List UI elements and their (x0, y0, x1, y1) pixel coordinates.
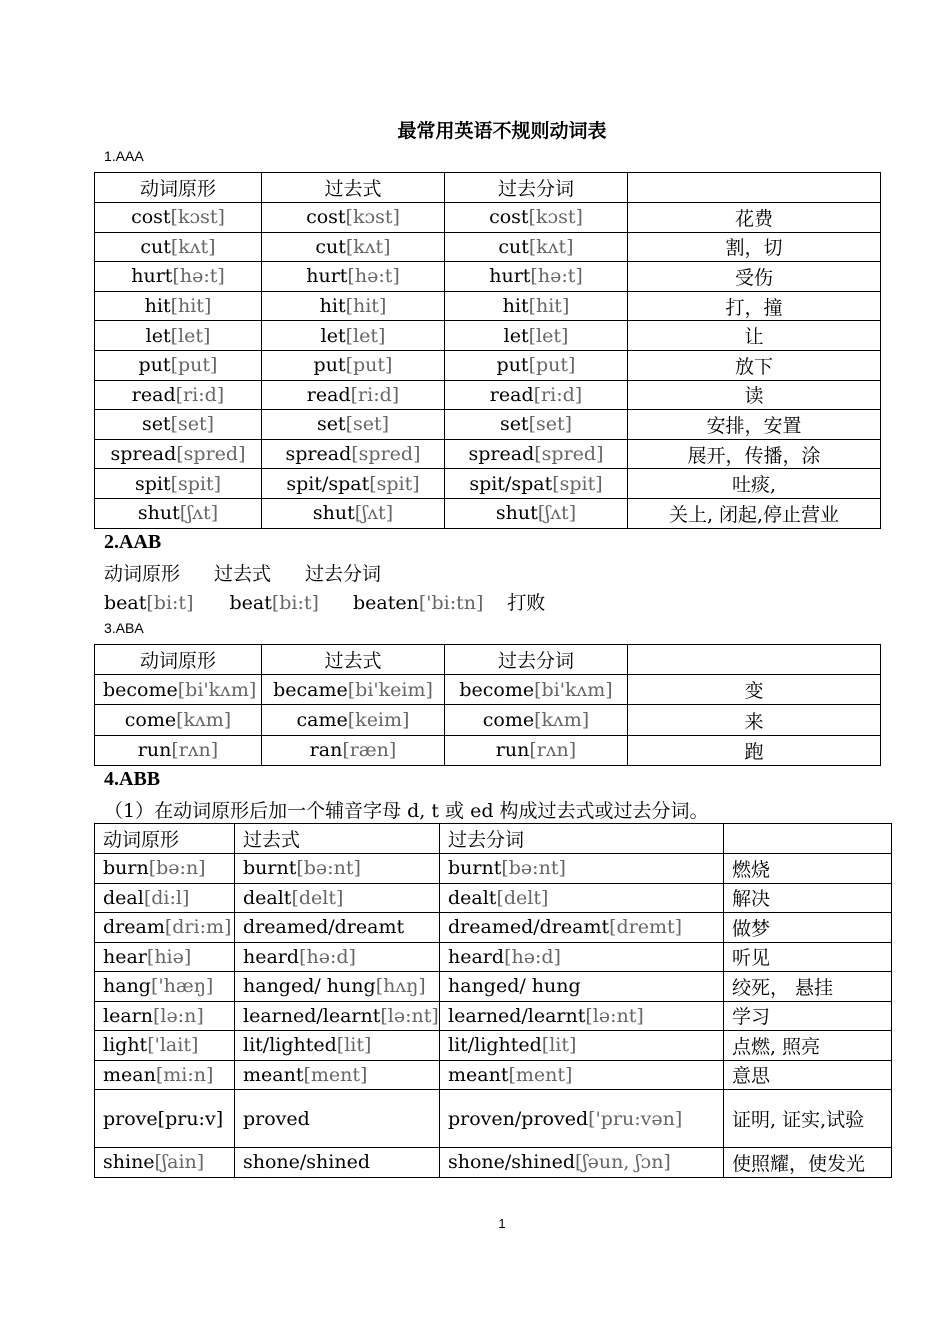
verb-cell (445, 203, 628, 233)
verb-word: cost (489, 206, 529, 229)
table-row (95, 498, 881, 528)
verb-cell (95, 321, 262, 351)
verb-cell (262, 262, 445, 292)
verb-cell (95, 203, 262, 233)
verb-cell (95, 410, 262, 440)
phonetic: [kʌm] (534, 709, 590, 732)
verb-word: burn (103, 857, 149, 880)
phonetic: [hə:t] (530, 265, 583, 288)
verb-word: spit (134, 472, 171, 495)
phonetic: [hʌŋ] (375, 975, 426, 998)
aab-header-pp: 过去分词 (305, 563, 382, 585)
table-row (95, 942, 892, 972)
verb-cell (235, 1060, 440, 1090)
phonetic: [put] (345, 354, 393, 377)
verb-cell (95, 1031, 235, 1061)
phonetic: [bə:nt] (501, 857, 566, 880)
verb-cell (262, 232, 445, 262)
meaning-cell: 打，撞 (628, 291, 881, 321)
aab-meaning: 打败 (507, 592, 546, 614)
phonetic: [ʃəun, ʃɔn] (575, 1151, 671, 1174)
table-row (95, 380, 881, 410)
meaning-cell: 绞死， 悬挂 (724, 972, 892, 1002)
verb-cell (95, 262, 262, 292)
table-row (95, 675, 881, 705)
verb-word: cut (315, 235, 346, 258)
phonetic: [lit] (336, 1034, 372, 1057)
aab-header-past: 过去式 (214, 563, 272, 585)
verb-word: shone/shined (448, 1151, 576, 1174)
verb-cell (440, 883, 724, 913)
verb-cell (262, 380, 445, 410)
verb-cell (440, 1148, 724, 1178)
verb-word: spread (468, 443, 535, 466)
phonetic: [bi'kʌm] (177, 678, 257, 701)
phonetic: [lə:nt] (380, 1004, 439, 1027)
phonetic: [set] (528, 413, 573, 436)
verb-word: run (137, 739, 172, 762)
verb-cell (440, 913, 724, 943)
phonetic: [bi'keim] (347, 678, 433, 701)
verb-word: spread (285, 443, 352, 466)
meaning-cell: 跑 (628, 735, 881, 765)
phonetic: [ʃʌt] (354, 502, 394, 525)
verb-word: put (138, 354, 171, 377)
phonetic: [ræn] (342, 739, 397, 762)
verb-cell (440, 942, 724, 972)
page-title: 最常用英语不规则动词表 (397, 120, 607, 142)
verb-word: spit/spat (469, 472, 553, 495)
aab-past-ipa: [bi:t] (271, 592, 319, 614)
verb-cell (445, 321, 628, 351)
table-row (95, 1031, 892, 1061)
verb-word: hurt (306, 265, 348, 288)
verb-cell (262, 291, 445, 321)
verb-word: came (296, 709, 348, 732)
verb-cell (235, 942, 440, 972)
verb-cell (445, 498, 628, 528)
verb-word: shut (137, 502, 180, 525)
aaa-table (94, 172, 881, 529)
verb-cell (95, 942, 235, 972)
verb-word: burnt (243, 857, 297, 880)
verb-cell (262, 675, 445, 705)
table-row (95, 735, 881, 765)
verb-cell (95, 1001, 235, 1031)
verb-word: cut (498, 235, 529, 258)
table-row (95, 1090, 892, 1148)
verb-cell (235, 883, 440, 913)
verb-word: learned/learnt (243, 1004, 381, 1027)
verb-word: dreamed/dreamt (448, 916, 610, 939)
verb-cell (445, 469, 628, 499)
phonetic: [lə:nt] (585, 1004, 644, 1027)
verb-word: let (320, 324, 346, 347)
aba-table (94, 644, 881, 766)
phonetic: ['hæŋ] (150, 975, 214, 998)
section-aaa-label: 1.AAA (104, 148, 144, 164)
verb-cell (95, 291, 262, 321)
phonetic: [hit] (345, 295, 387, 318)
verb-word: heard (243, 945, 300, 968)
phonetic: [hit] (170, 295, 212, 318)
verb-word: shine (103, 1151, 155, 1174)
column-header (628, 173, 881, 203)
phonetic: [kʌt] (170, 235, 216, 258)
phonetic: [ri:d] (350, 383, 400, 406)
phonetic: [dremt] (609, 916, 683, 939)
phonetic: [delt] (291, 886, 344, 909)
phonetic: [bə:n] (148, 857, 206, 880)
table-row (95, 1060, 892, 1090)
phonetic: [let] (528, 324, 569, 347)
aab-pp-ipa: ['bi:tn] (418, 592, 484, 614)
verb-cell (440, 1001, 724, 1031)
abb-note: （1）在动词原形后加一个辅音字母 d, t 或 ed 构成过去式或过去分词。 (104, 800, 709, 822)
verb-cell (95, 675, 262, 705)
verb-word: become (459, 678, 535, 701)
verb-word: shut (312, 502, 355, 525)
verb-cell (235, 972, 440, 1002)
phonetic: [set] (170, 413, 215, 436)
verb-word: dream (103, 916, 165, 939)
verb-word: prove[pru:v] (103, 1107, 224, 1130)
verb-word: let (145, 324, 171, 347)
phonetic: [hə:t] (347, 265, 400, 288)
verb-word: set (141, 413, 171, 436)
verb-word: come (482, 709, 535, 732)
phonetic: [spit] (170, 472, 222, 495)
phonetic: [ʃʌt] (179, 502, 219, 525)
verb-cell (440, 854, 724, 884)
meaning-cell: 听见 (724, 942, 892, 972)
verb-cell (262, 350, 445, 380)
meaning-cell: 学习 (724, 1001, 892, 1031)
table-row (95, 705, 881, 735)
verb-word: read (306, 383, 351, 406)
verb-cell (235, 1001, 440, 1031)
phonetic: [lə:n] (152, 1004, 204, 1027)
verb-word: learned/learnt (448, 1004, 586, 1027)
verb-cell (235, 854, 440, 884)
verb-word: become (103, 678, 178, 701)
verb-cell (440, 972, 724, 1002)
verb-cell (95, 913, 235, 943)
verb-word: hit (144, 295, 171, 318)
table-row (95, 203, 881, 233)
meaning-cell: 读 (628, 380, 881, 410)
column-header: 过去分词 (445, 173, 628, 203)
aab-header-line (104, 559, 381, 586)
phonetic: [hit] (528, 295, 570, 318)
phonetic: [hiə] (146, 945, 192, 968)
aab-base-ipa: [bi:t] (146, 592, 194, 614)
verb-cell (95, 883, 235, 913)
meaning-cell: 解决 (724, 883, 892, 913)
verb-word: shut (495, 502, 538, 525)
verb-cell (445, 439, 628, 469)
verb-word: read (131, 383, 176, 406)
verb-cell (262, 498, 445, 528)
verb-cell (445, 232, 628, 262)
verb-cell (95, 350, 262, 380)
meaning-cell: 变 (628, 675, 881, 705)
verb-cell (95, 705, 262, 735)
phonetic: [delt] (496, 886, 549, 909)
aab-base: beat (104, 592, 147, 614)
phonetic: [ri:d] (175, 383, 225, 406)
verb-word: meant (243, 1063, 304, 1086)
column-header: 过去分词 (445, 645, 628, 675)
meaning-cell: 燃烧 (724, 854, 892, 884)
verb-cell (262, 321, 445, 351)
verb-cell (262, 203, 445, 233)
verb-cell (95, 972, 235, 1002)
verb-word: hit (502, 295, 529, 318)
verb-cell (95, 854, 235, 884)
verb-cell (440, 1060, 724, 1090)
phonetic: [hə:d] (299, 945, 356, 968)
verb-word: hanged/ hung (448, 975, 581, 998)
verb-cell (445, 705, 628, 735)
column-header: 动词原形 (95, 645, 262, 675)
verb-cell (262, 705, 445, 735)
meaning-cell: 来 (628, 705, 881, 735)
table-row (95, 913, 892, 943)
verb-cell (445, 380, 628, 410)
phonetic: [let] (345, 324, 386, 347)
column-header: 动词原形 (95, 173, 262, 203)
column-header: 动词原形 (95, 824, 235, 854)
aab-example-line (104, 588, 545, 615)
verb-word: mean (103, 1063, 156, 1086)
verb-word: come (124, 709, 177, 732)
verb-word: spread (110, 443, 177, 466)
verb-cell (95, 232, 262, 262)
phonetic: [di:l] (143, 886, 190, 909)
verb-word: heard (448, 945, 505, 968)
phonetic: ['pru:vən] (588, 1107, 683, 1130)
verb-word: proven/proved (448, 1107, 589, 1130)
table-row (95, 262, 881, 292)
verb-word: cut (140, 235, 171, 258)
verb-cell (95, 735, 262, 765)
column-header (628, 645, 881, 675)
phonetic: [put] (528, 354, 576, 377)
verb-word: put (496, 354, 529, 377)
verb-cell (440, 1031, 724, 1061)
verb-word: meant (448, 1063, 509, 1086)
verb-word: put (313, 354, 346, 377)
meaning-cell: 吐痰, (628, 469, 881, 499)
verb-cell (445, 291, 628, 321)
verb-word: burnt (448, 857, 502, 880)
phonetic: [ʃʌt] (537, 502, 577, 525)
column-header: 过去式 (262, 173, 445, 203)
verb-word: learn (103, 1004, 153, 1027)
phonetic: [spit] (369, 472, 420, 495)
verb-cell (95, 439, 262, 469)
verb-cell (235, 913, 440, 943)
verb-word: spit/spat (286, 472, 370, 495)
verb-cell (235, 1031, 440, 1061)
verb-word: lit/lighted (243, 1034, 337, 1057)
phonetic: [hə:t] (172, 265, 225, 288)
verb-cell (445, 350, 628, 380)
section-abb-label: 4.ABB (104, 768, 161, 790)
section-aba-label: 3.ABA (104, 620, 144, 636)
verb-cell (445, 410, 628, 440)
meaning-cell: 花费 (628, 203, 881, 233)
phonetic: [kʌt] (345, 235, 391, 258)
verb-cell (95, 1090, 235, 1148)
verb-word: cost (306, 206, 346, 229)
table-row (95, 350, 881, 380)
table-row (95, 1148, 892, 1178)
table-row (95, 232, 881, 262)
column-header: 过去式 (262, 645, 445, 675)
verb-word: hang (103, 975, 151, 998)
verb-cell (95, 1148, 235, 1178)
phonetic: [rʌn] (529, 739, 577, 762)
phonetic: [spred] (176, 443, 246, 466)
verb-cell (262, 469, 445, 499)
table-row (95, 439, 881, 469)
verb-word: hurt (489, 265, 531, 288)
verb-cell (262, 410, 445, 440)
column-header: 过去式 (235, 824, 440, 854)
verb-cell (235, 1148, 440, 1178)
verb-word: dealt (243, 886, 292, 909)
verb-cell (262, 439, 445, 469)
phonetic: [kɔst] (170, 206, 225, 229)
verb-cell (440, 1090, 724, 1148)
meaning-cell: 做梦 (724, 913, 892, 943)
meaning-cell: 受伤 (628, 262, 881, 292)
phonetic: [spit] (552, 472, 603, 495)
verb-cell (95, 469, 262, 499)
meaning-cell: 割，切 (628, 232, 881, 262)
meaning-cell: 安排，安置 (628, 410, 881, 440)
phonetic: [kʌm] (176, 709, 232, 732)
phonetic: [let] (170, 324, 211, 347)
verb-cell (95, 380, 262, 410)
meaning-cell: 使照耀，使发光 (724, 1148, 892, 1178)
table-row (95, 1001, 892, 1031)
phonetic: [ri:d] (533, 383, 583, 406)
table-row (95, 883, 892, 913)
verb-word: dealt (448, 886, 497, 909)
phonetic: [lit] (541, 1034, 577, 1057)
phonetic: [ment] (508, 1063, 573, 1086)
verb-word: hurt (131, 265, 173, 288)
table-header-row (95, 173, 881, 203)
table-row (95, 469, 881, 499)
meaning-cell: 展开，传播，涂 (628, 439, 881, 469)
table-row (95, 854, 892, 884)
verb-word: run (495, 739, 530, 762)
phonetic: [bə:nt] (296, 857, 361, 880)
meaning-cell: 证明, 证实,试验 (724, 1090, 892, 1148)
meaning-cell: 关上, 闭起,停止营业 (628, 498, 881, 528)
verb-word: light (103, 1034, 148, 1057)
verb-word: proved (243, 1107, 310, 1130)
abb-table (94, 823, 892, 1178)
meaning-cell: 意思 (724, 1060, 892, 1090)
verb-word: let (503, 324, 529, 347)
verb-cell (95, 498, 262, 528)
verb-word: lit/lighted (448, 1034, 542, 1057)
aab-past: beat (229, 592, 272, 614)
verb-cell (262, 735, 445, 765)
verb-cell (95, 1060, 235, 1090)
phonetic: ['lait] (147, 1034, 199, 1057)
phonetic: [rʌn] (171, 739, 219, 762)
column-header: 过去分词 (440, 824, 724, 854)
phonetic: [kɔst] (345, 206, 400, 229)
meaning-cell: 点燃, 照亮 (724, 1031, 892, 1061)
verb-word: became (273, 678, 348, 701)
verb-word: hit (319, 295, 346, 318)
phonetic: [bi'kʌm] (534, 678, 613, 701)
verb-word: ran (309, 739, 343, 762)
table-row (95, 321, 881, 351)
phonetic: [dri:m] (164, 916, 232, 939)
aab-header-base: 动词原形 (104, 563, 181, 585)
phonetic: [keim] (347, 709, 410, 732)
phonetic: [ʃain] (154, 1151, 205, 1174)
verb-word: set (316, 413, 346, 436)
phonetic: [ment] (303, 1063, 368, 1086)
verb-cell (445, 735, 628, 765)
section-aab-label: 2.AAB (104, 531, 162, 553)
column-header (724, 824, 892, 854)
table-row (95, 972, 892, 1002)
verb-word: shone/shined (243, 1151, 371, 1174)
page-number: 1 (498, 1216, 506, 1231)
verb-word: set (499, 413, 529, 436)
verb-cell (445, 262, 628, 292)
verb-cell (235, 1090, 440, 1148)
table-header-row (95, 645, 881, 675)
meaning-cell: 放下 (628, 350, 881, 380)
phonetic: [hə:d] (504, 945, 561, 968)
aab-pp: beaten (352, 592, 419, 614)
phonetic: [spred] (534, 443, 604, 466)
meaning-cell: 让 (628, 321, 881, 351)
phonetic: [kɔst] (528, 206, 583, 229)
verb-word: cost (131, 206, 171, 229)
verb-word: hanged/ hung (243, 975, 376, 998)
table-header-row (95, 824, 892, 854)
verb-word: hear (103, 945, 147, 968)
phonetic: [spred] (351, 443, 421, 466)
phonetic: [set] (345, 413, 390, 436)
verb-word: deal (103, 886, 144, 909)
phonetic: [kʌt] (528, 235, 574, 258)
table-row (95, 410, 881, 440)
table-row (95, 291, 881, 321)
phonetic: [mi:n] (155, 1063, 214, 1086)
phonetic: [put] (170, 354, 218, 377)
verb-cell (445, 675, 628, 705)
verb-word: dreamed/dreamt (243, 916, 405, 939)
verb-word: read (489, 383, 534, 406)
